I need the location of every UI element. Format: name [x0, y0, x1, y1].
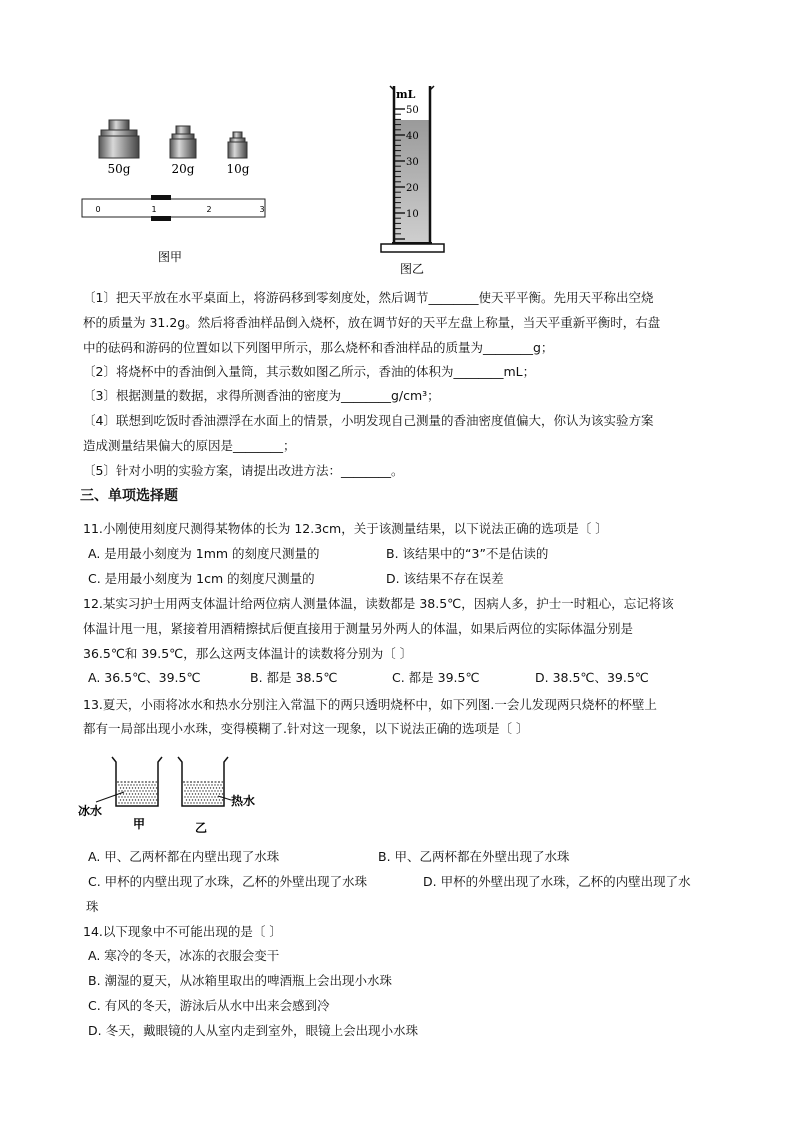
scale-tick-2: 2 — [206, 205, 212, 214]
q12-option-a: A. 36.5℃、39.5℃ — [88, 670, 201, 685]
q2-line: 〔2〕将烧杯中的香油倒入量筒，其示数如图乙所示，香油的体积为________mL； — [83, 364, 536, 379]
figure-jia — [75, 115, 275, 270]
q13-stem-2: 都有一局部出现小水珠，变得模糊了.针对这一现象，以下说法正确的选项是〔 〕 — [83, 721, 529, 736]
q1-line-2: 杯的质量为 31.2g。然后将香油样品倒入烧杯，放在调节好的天平左盘上称量，当天平重新平衡时，右盘 — [83, 315, 661, 330]
q12-stem-1: 12.某实习护士用两支体温计给两位病人测量体温，读数都是 38.5℃，因病人多，护士一时粗心，忘记将该 — [83, 596, 674, 611]
beaker-jia-caption: 甲 — [132, 817, 146, 831]
q11-option-a: A. 是用最小刻度为 1mm 的刻度尺测量的 — [88, 546, 320, 561]
hot-water-label: 热水 — [231, 794, 256, 808]
q12-stem-2: 体温计甩一甩，紧接着用酒精擦拭后便直接用于测量另外两人的体温，如果后两位的实际体温分别是 — [83, 621, 634, 636]
scale-tick-0: 0 — [95, 205, 101, 214]
weight-50g — [99, 120, 139, 176]
q13-option-c: C. 甲杯的内壁出现了水珠，乙杯的外壁出现了水珠 — [88, 874, 368, 889]
q11-stem: 11.小刚使用刻度尺测得某物体的长为 12.3cm，关于该测量结果，以下说法正确的选项是〔 〕 — [83, 521, 608, 536]
q14-option-b: B. 潮湿的夏天，从冰箱里取出的啤酒瓶上会出现小水珠 — [88, 973, 393, 988]
scale-tick-3: 3 — [259, 205, 265, 214]
cylinder-unit: mL — [396, 88, 416, 101]
cylinder-tick-50: 50 — [406, 105, 419, 116]
beaker-yi — [178, 757, 228, 806]
q5-line: 〔5〕针对小明的实验方案，请提出改进方法：________。 — [83, 463, 404, 478]
q11-option-c: C. 是用最小刻度为 1cm 的刻度尺测量的 — [88, 571, 315, 586]
cylinder-tick-20: 20 — [406, 183, 419, 194]
q4-line-2: 造成测量结果偏大的原因是________； — [83, 438, 296, 453]
q11-option-d: D. 该结果不存在误差 — [386, 571, 504, 586]
q13-option-b: B. 甲、乙两杯都在外壁出现了水珠 — [378, 849, 570, 864]
ice-water-label: 冰水 — [78, 804, 103, 818]
q13-option-d: D. 甲杯的外壁出现了水珠，乙杯的内壁出现了水 — [423, 874, 691, 889]
beaker-yi-caption: 乙 — [194, 821, 208, 835]
weight-20g-label: 20g — [171, 162, 195, 176]
q14-stem: 14.以下现象中不可能出现的是〔 〕 — [83, 924, 282, 939]
figure-beakers — [78, 752, 268, 840]
q4-line-1: 〔4〕联想到吃饭时香油漂浮在水面上的情景，小明发现自己测量的香油密度值偏大，你认为该实验方案 — [83, 413, 654, 428]
q12-stem-3: 36.5℃和 39.5℃，那么这两支体温计的读数将分别为〔 〕 — [83, 646, 413, 661]
weight-50g-label: 50g — [107, 162, 131, 176]
cylinder-tick-30: 30 — [406, 157, 419, 168]
cylinder-base — [381, 244, 444, 252]
figure-jia-caption: 图甲 — [157, 250, 183, 264]
q13-option-a: A. 甲、乙两杯都在内壁出现了水珠 — [88, 849, 280, 864]
weight-10g-label: 10g — [226, 162, 250, 176]
q12-option-b: B. 都是 38.5℃ — [250, 670, 338, 685]
weight-10g — [227, 132, 250, 176]
q12-option-c: C. 都是 39.5℃ — [392, 670, 480, 685]
scale-tick-1: 1 — [151, 205, 157, 214]
q14-option-a: A. 寒冷的冬天，冰冻的衣服会变干 — [88, 948, 280, 963]
section-heading: 三、单项选择题 — [80, 488, 178, 504]
q1-line-1: 〔1〕把天平放在水平桌面上，将游码移到零刻度处，然后调节________使天平平衡。先用天平称出空烧 — [83, 290, 654, 305]
q12-option-d: D. 38.5℃、39.5℃ — [535, 670, 649, 685]
q3-line: 〔3〕根据测量的数据，求得所测香油的密度为________g/cm³； — [83, 388, 440, 403]
weight-20g — [170, 126, 196, 176]
q1-line-3: 中的砝码和游码的位置如以下列图甲所示，那么烧杯和香油样品的质量为________g； — [83, 340, 554, 355]
figure-yi — [375, 82, 455, 278]
q14-option-c: C. 有风的冬天，游泳后从水中出来会感到冷 — [88, 998, 330, 1013]
figure-yi-caption: 图乙 — [399, 262, 425, 276]
q13-stem-1: 13.夏天，小雨将冰水和热水分别注入常温下的两只透明烧杯中，如下列图.一会儿发现两只烧杯的杯壁上 — [83, 697, 657, 712]
beaker-jia — [112, 757, 162, 806]
q14-option-d: D. 冬天，戴眼镜的人从室内走到室外，眼镜上会出现小水珠 — [88, 1023, 419, 1038]
rider-scale — [82, 195, 265, 221]
cylinder-tick-40: 40 — [406, 131, 419, 142]
q11-option-b: B. 该结果中的“3”不是估读的 — [386, 546, 549, 561]
cylinder-tick-10: 10 — [406, 209, 419, 220]
q13-option-d-cont: 珠 — [86, 899, 99, 914]
